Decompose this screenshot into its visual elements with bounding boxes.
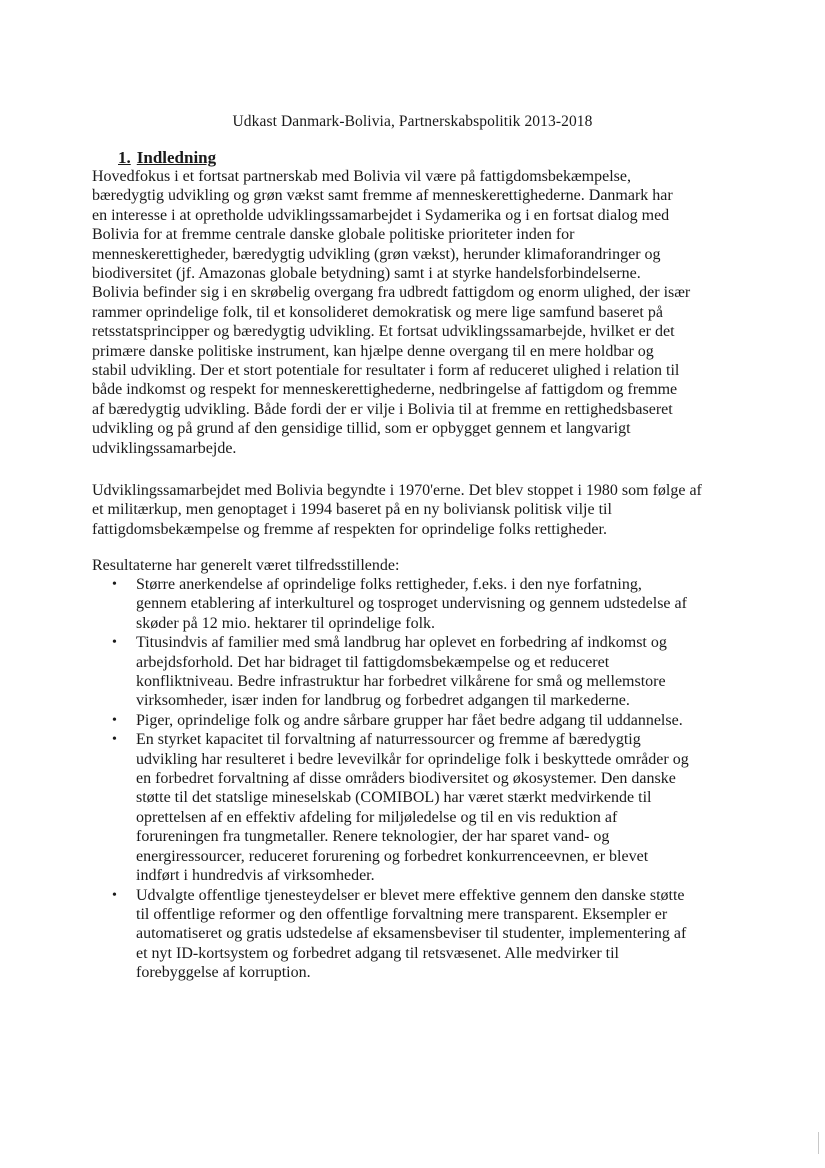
text-line: Udviklingssamarbejdet med Bolivia begyndte i 1970'erne. Det blev stoppet i 1980 som følge af bbox=[92, 482, 702, 499]
text-line: både indkomst og respekt for menneskerettighederne, nedbringelse af fattigdom og fremme bbox=[92, 381, 678, 399]
text-line: oprettelsen af en effektiv afdeling for miljøledelse og til en vis reduktion af bbox=[136, 808, 618, 826]
document-header: Udkast Danmark-Bolivia, Partnerskabspolitik 2013-2018 bbox=[232, 113, 593, 130]
text-line: retsstatsprincipper og bæredygtig udvikling. Et fortsat udviklingssamarbejde, hvilket er det bbox=[92, 323, 675, 341]
scan-edge-mark bbox=[818, 1132, 819, 1154]
text-line: Større anerkendelse af oprindelige folks rettigheder, f.eks. i den nye forfatning, bbox=[136, 576, 642, 593]
text-line: Bolivia for at fremme centrale danske globale politiske prioriteter inden for bbox=[92, 226, 575, 244]
text-line: en forbedret forvaltning af disse områders biodiversitet og økosystemer. Den danske bbox=[136, 770, 676, 788]
text-line: et militærkup, men genoptaget i 1994 baseret på en ny boliviansk politisk vilje til bbox=[92, 501, 612, 519]
text-line: rammer oprindelige folk, til et konsolideret demokratisk og mere lige samfund baseret på bbox=[92, 303, 663, 321]
text-line: Bolivia befinder sig i en skrøbelig overgang fra udbredt fattigdom og enorm ulighed, der især bbox=[92, 284, 691, 302]
text-line: Titusindvis af familier med små landbrug har oplevet en forbedring af indkomst og bbox=[136, 634, 667, 652]
intro-paragraph bbox=[92, 167, 737, 458]
text-line: til offentlige reformer og den offentlige forvaltning mere transparent. Eksempler er bbox=[136, 905, 668, 923]
text-line: udviklingssamarbejde. bbox=[92, 439, 237, 457]
text-line: virksomheder, især inden for landbrug og forbedret adgangen til markederne. bbox=[136, 692, 630, 710]
list-item bbox=[92, 633, 742, 711]
text-line: bæredygtig udvikling og grøn vækst samt fremme af menneskerettighederne. Danmark har bbox=[92, 187, 673, 205]
text-line: forebyggelse af korruption. bbox=[136, 964, 311, 982]
text-line: forureningen fra tungmetaller. Renere teknologier, der har sparet vand- og bbox=[136, 828, 610, 846]
text-line: skøder på 12 mio. hektarer til oprindelige folk. bbox=[136, 614, 436, 632]
results-list bbox=[92, 575, 742, 983]
text-line: konfliktniveau. Bedre infrastruktur har forbedret vilkårene for små og mellemstore bbox=[136, 673, 666, 691]
text-line: fattigdomsbekæmpelse og fremme af respekten for oprindelige folks rettigheder. bbox=[92, 520, 607, 538]
section-title: Indledning bbox=[136, 148, 217, 167]
bullet-icon: • bbox=[112, 732, 117, 748]
section-number: 1. bbox=[118, 148, 131, 167]
bullet-icon: • bbox=[112, 712, 117, 728]
text-line: energiressourcer, reduceret forurening og forbedret konkurrenceevnen, er blevet bbox=[136, 847, 649, 865]
bullet-icon: • bbox=[112, 635, 117, 651]
list-item bbox=[92, 575, 742, 633]
list-item bbox=[92, 886, 742, 983]
text-line: automatiseret og gratis udstedelse af eksamensbeviser til studenter, implementering af bbox=[136, 925, 687, 943]
text-line: Resultaterne har generelt været tilfredsstillende: bbox=[92, 557, 400, 574]
text-line: gennem etablering af interkulturel og tosproget undervisning og gennem udstedelse af bbox=[136, 595, 687, 613]
text-line: indført i hundredvis af virksomheder. bbox=[136, 867, 375, 885]
text-line: biodiversitet (jf. Amazonas globale betydning) samt i at styrke handelsforbindelserne. bbox=[92, 265, 641, 283]
text-line: En styrket kapacitet til forvaltning af naturressourcer og fremme af bæredygtig bbox=[136, 731, 641, 749]
text-line: udvikling og på grund af den gensidige tillid, som er opbygget gennem et langvarigt bbox=[92, 420, 631, 438]
section-heading bbox=[118, 148, 216, 168]
text-line: arbejdsforhold. Det har bidraget til fattigdomsbekæmpelse og et reduceret bbox=[136, 653, 610, 671]
history-paragraph bbox=[92, 481, 737, 539]
text-line: Hovedfokus i et fortsat partnerskab med Bolivia vil være på fattigdomsbekæmpelse, bbox=[92, 168, 631, 185]
text-line: en interesse i at opretholde udviklingssamarbejdet i Sydamerika og i en fortsat dialog med bbox=[92, 206, 670, 224]
text-line: Udvalgte offentlige tjenesteydelser er blevet mere effektive gennem den danske støtte bbox=[136, 886, 685, 904]
text-line: primære danske politiske instrument, kan hjælpe denne overgang til en mere holdbar og bbox=[92, 342, 654, 360]
text-line: udvikling har resulteret i bedre levevilkår for oprindelige folk i beskyttede områder og bbox=[136, 750, 689, 768]
list-item bbox=[92, 711, 742, 730]
text-line: støtte til det statslige mineselskab (COMIBOL) har været stærkt medvirkende til bbox=[136, 789, 652, 807]
text-line: af bæredygtig udvikling. Både fordi der er vilje i Bolivia til at fremme en rettighedsbaseret bbox=[92, 400, 673, 418]
bullet-icon: • bbox=[112, 577, 117, 592]
results-intro bbox=[92, 556, 737, 575]
list-item bbox=[92, 730, 742, 885]
text-line: Piger, oprindelige folk og andre sårbare grupper har fået bedre adgang til uddannelse. bbox=[136, 711, 683, 729]
bullet-icon: • bbox=[112, 887, 117, 903]
text-line: et nyt ID-kortsystem og forbedret adgang til retsvæsenet. Alle medvirker til bbox=[136, 944, 619, 962]
text-line: stabil udvikling. Der et stort potentiale for resultater i form af reduceret ulighed i relation til bbox=[92, 362, 680, 380]
text-line: menneskerettigheder, bæredygtig udvikling (grøn vækst), herunder klimaforandringer og bbox=[92, 245, 661, 263]
